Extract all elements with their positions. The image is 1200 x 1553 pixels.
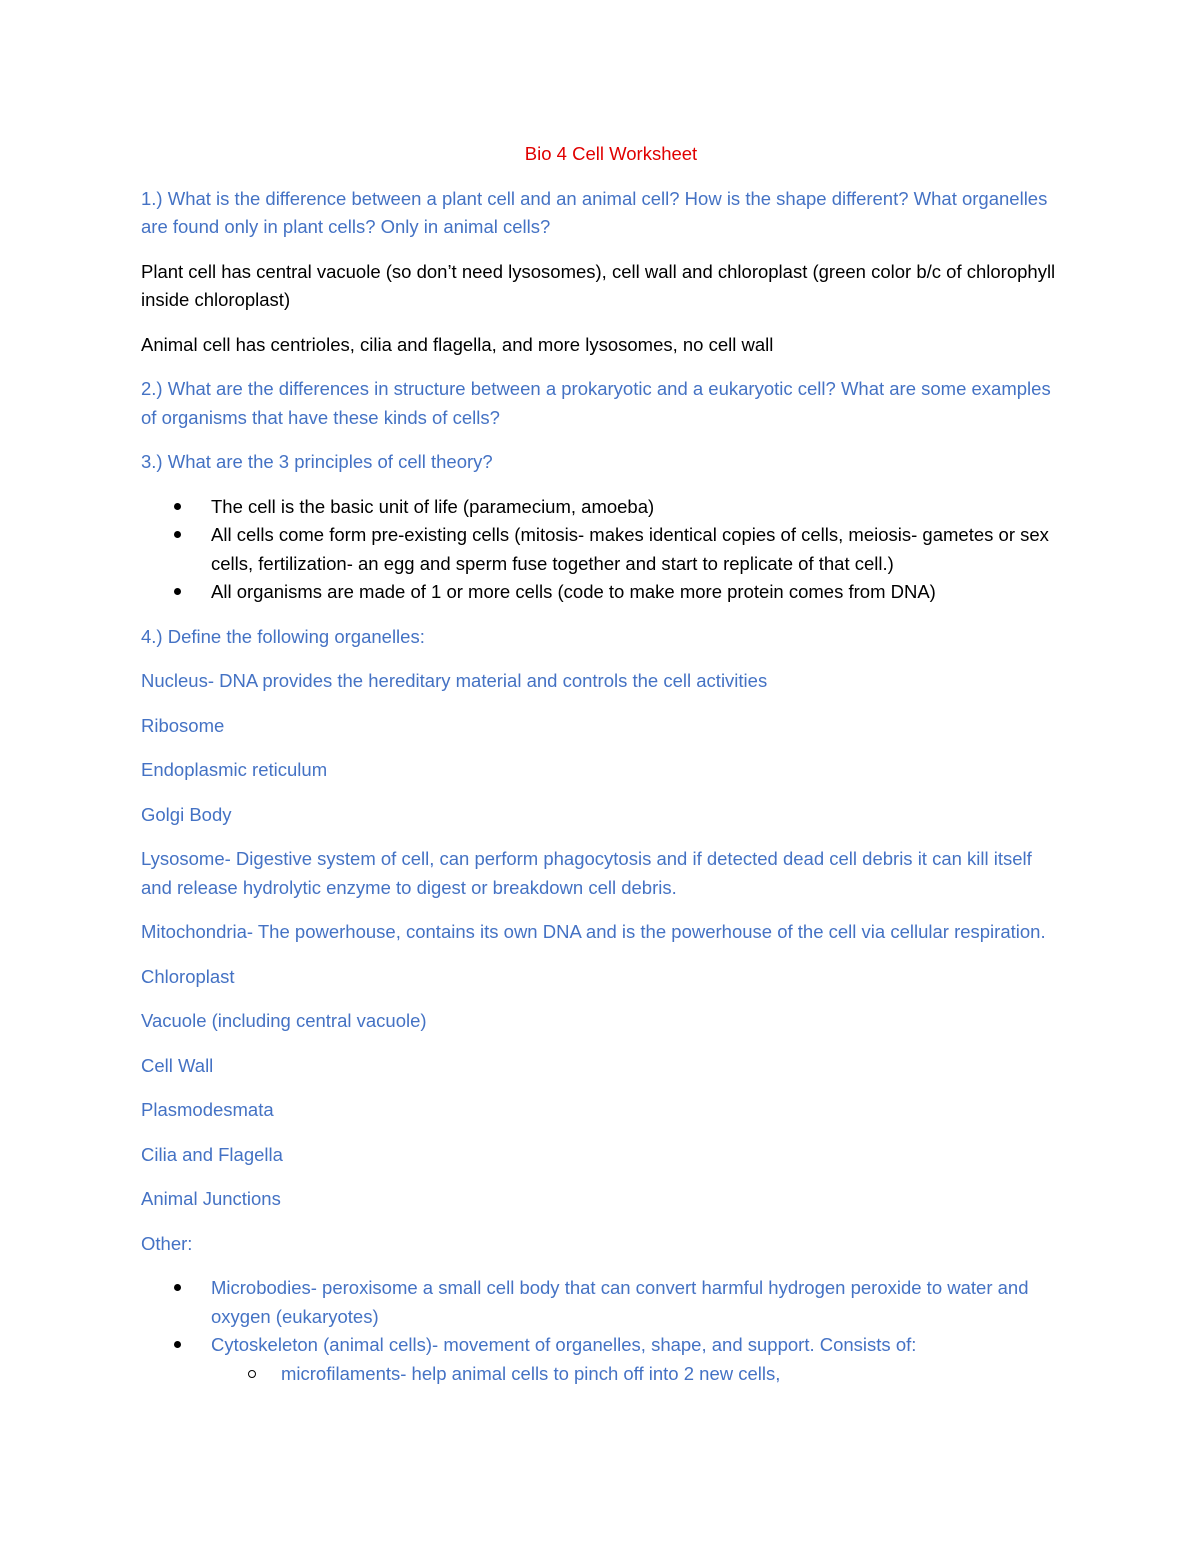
- list-item: [141, 493, 1061, 522]
- question-2: [141, 375, 1061, 432]
- question-1-number: 1.): [141, 187, 163, 209]
- organelle-plasmodesmata: Plasmodesmata: [141, 1099, 274, 1120]
- bullet-icon: [174, 588, 181, 595]
- list-item: [141, 1331, 1061, 1388]
- other-cytoskeleton: Cytoskeleton (animal cells)- movement of organelles, shape, and support. Consists of:: [211, 1334, 917, 1355]
- list-item: [141, 521, 1061, 578]
- worksheet-body: [141, 140, 1061, 1404]
- organelle-animal-junctions: Animal Junctions: [141, 1188, 281, 1209]
- organelle-vacuole: Vacuole (including central vacuole): [141, 1010, 427, 1031]
- question-2-number: 2.): [141, 378, 163, 399]
- question-2-text: What are the differences in structure between a prokaryotic and a eukaryotic cell? What are some examples of organisms that have these kinds of cells?: [141, 378, 1051, 428]
- bullet-icon: [174, 1341, 181, 1348]
- list-item: [211, 1360, 1061, 1389]
- organelle-endoplasmic-reticulum: Endoplasmic reticulum: [141, 759, 328, 780]
- organelle-cilia-flagella: Cilia and Flagella: [141, 1143, 283, 1165]
- cell-theory-principle-1: The cell is the basic unit of life (paramecium, amoeba): [211, 495, 655, 517]
- cell-theory-principle-2: All cells come form pre-existing cells (mitosis- makes identical copies of cells, meiosis- gametes or sex cells, fertilization- an egg and sperm fuse together and start to replicate of that cell.): [211, 524, 1049, 574]
- other-microbodies: Microbodies- peroxisome a small cell body that can convert harmful hydrogen peroxide to water and oxygen (eukaryotes): [211, 1277, 1029, 1327]
- cell-theory-principle-3: All organisms are made of 1 or more cells (code to make more protein comes from DNA): [211, 581, 936, 602]
- question-4-number: 4.): [141, 625, 163, 647]
- other-list: [141, 1274, 1061, 1388]
- question-1: [141, 185, 1061, 242]
- cell-theory-list: [141, 493, 1061, 607]
- question-3-number: 3.): [141, 451, 163, 472]
- organelle-ribosome: Ribosome: [141, 714, 225, 736]
- bullet-icon: [174, 531, 181, 538]
- bullet-icon: [174, 503, 181, 510]
- organelle-lysosome: Lysosome- Digestive system of cell, can perform phagocytosis and if detected dead cell debris it can kill itself and release hydrolytic enzyme to digest or breakdown cell debris.: [141, 848, 1032, 898]
- question-3-text: What are the 3 principles of cell theory?: [162, 451, 493, 472]
- organelle-cell-wall: Cell Wall: [141, 1054, 214, 1076]
- list-item: [141, 1274, 1061, 1331]
- other-heading: Other:: [141, 1232, 193, 1254]
- organelle-golgi-body: Golgi Body: [141, 803, 232, 825]
- cytoskeleton-microfilaments: microfilaments- help animal cells to pinch off into 2 new cells,: [281, 1362, 781, 1384]
- question-4: [141, 623, 1061, 652]
- question-4-text: Define the following organelles:: [162, 625, 425, 647]
- organelle-chloroplast: Chloroplast: [141, 965, 235, 987]
- question-3: [141, 448, 1061, 477]
- answer-1-plant: Plant cell has central vacuole (so don’t need lysosomes), cell wall and chloroplast (green color b/c of chlorophyll inside chloroplast): [141, 260, 1056, 310]
- organelle-nucleus: Nucleus- DNA provides the hereditary material and controls the cell activities: [141, 670, 768, 691]
- list-item: [141, 578, 1061, 607]
- cytoskeleton-sublist: [211, 1360, 1061, 1389]
- organelle-mitochondria: Mitochondria- The powerhouse, contains its own DNA and is the powerhouse of the cell via cellular respiration.: [141, 921, 1046, 942]
- answer-1-animal: Animal cell has centrioles, cilia and flagella, and more lysosomes, no cell wall: [141, 333, 774, 355]
- bullet-icon: [174, 1284, 181, 1291]
- question-1-text: What is the difference between a plant cell and an animal cell? How is the shape different? What organelles are found only in plant cells? Only in animal cells?: [141, 187, 1048, 237]
- hollow-bullet-icon: [248, 1370, 256, 1378]
- page-title: Bio 4 Cell Worksheet: [524, 143, 698, 164]
